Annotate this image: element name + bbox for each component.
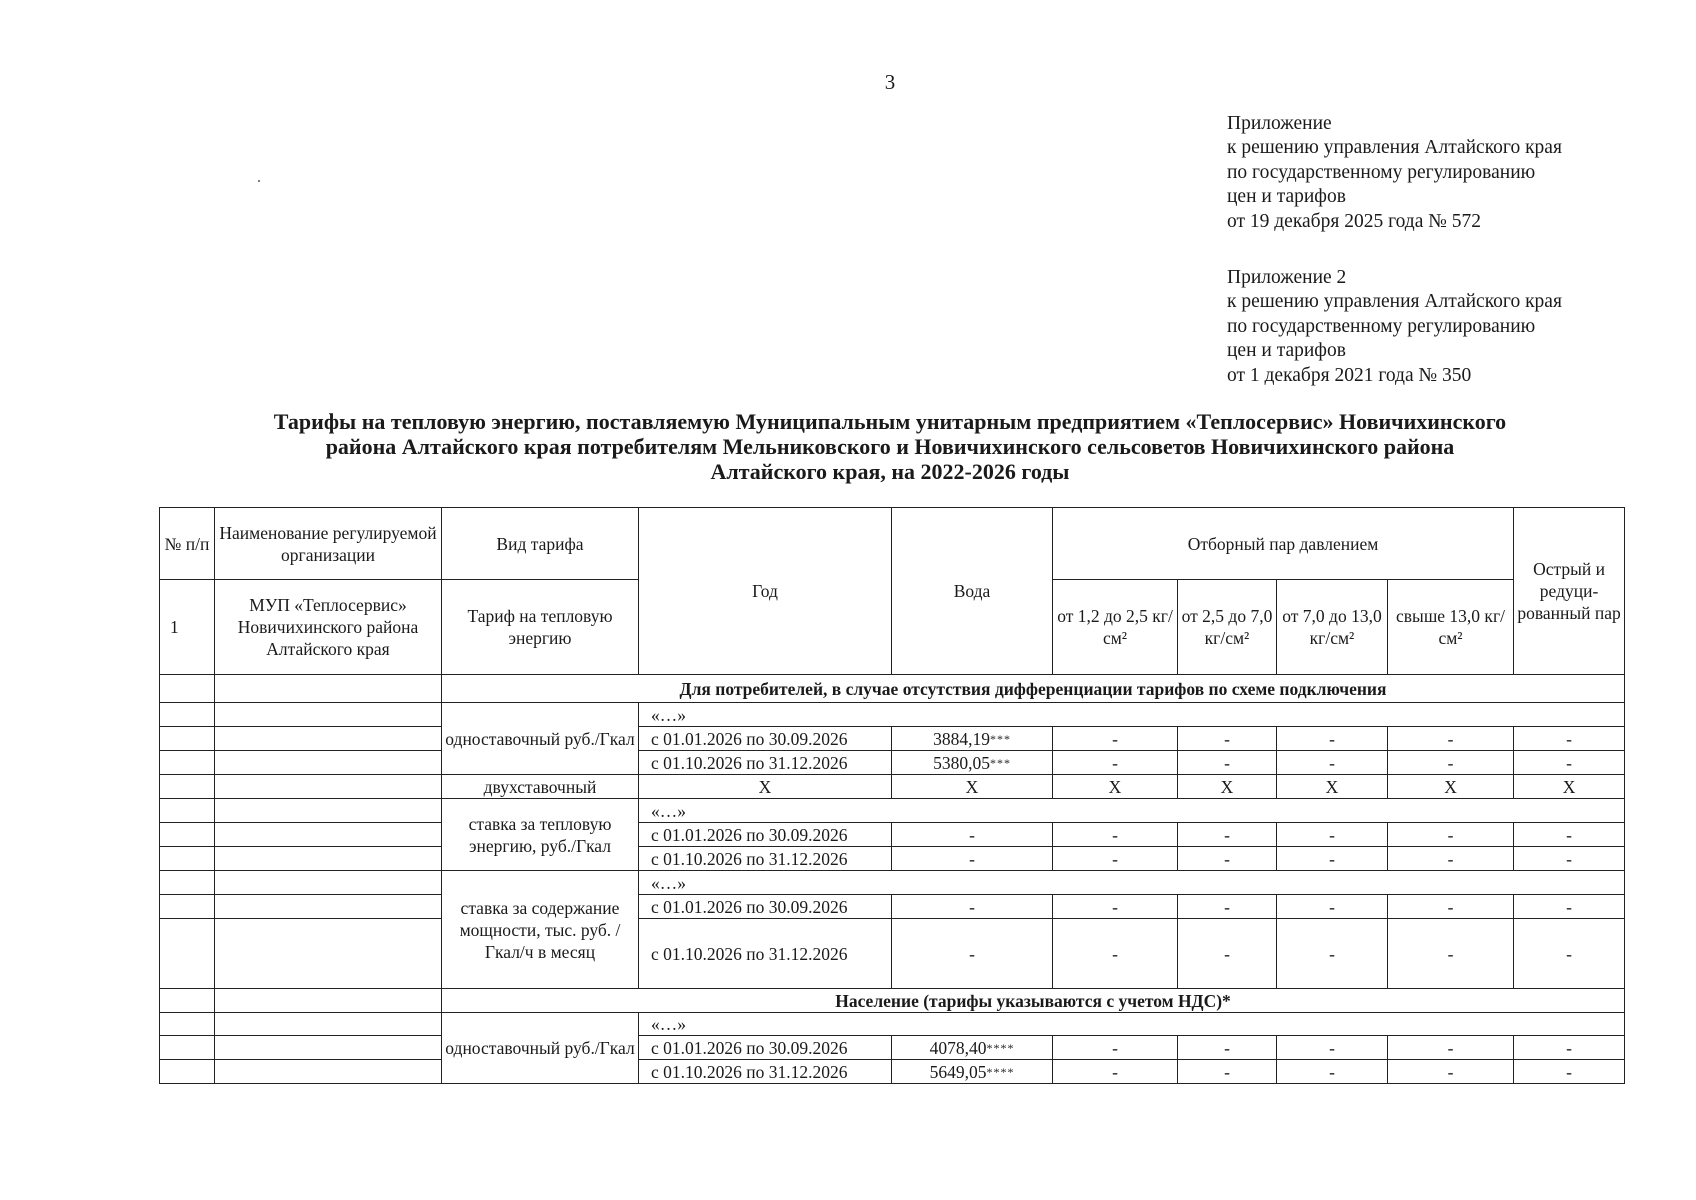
annex-line: от 1 декабря 2021 года № 350	[1227, 364, 1472, 386]
dash-cell: -	[1277, 727, 1388, 751]
dash-cell: -	[1388, 823, 1514, 847]
tariff-table	[159, 507, 1625, 1084]
header-tariff-type: Вид тарифа	[442, 508, 639, 580]
dash-cell: -	[1388, 895, 1514, 919]
table-row	[160, 1036, 1625, 1060]
two-rate-row	[160, 775, 1625, 799]
dash-cell: -	[1514, 1036, 1625, 1060]
header-water: Вода	[892, 508, 1053, 675]
period-cell: с 01.01.2026 по 30.09.2026	[639, 727, 892, 751]
org-number: 1	[160, 580, 215, 675]
x-cell: Х	[1053, 775, 1178, 799]
annex-line: к решению управления Алтайского края	[1227, 291, 1562, 313]
dash-cell: -	[892, 823, 1053, 847]
header-row	[160, 508, 1625, 580]
water-value: 4078,40****	[892, 1036, 1053, 1060]
dash-cell: -	[1178, 919, 1277, 989]
water-value: 5380,05***	[892, 751, 1053, 775]
footnote-mark: ***	[989, 731, 1011, 746]
dash-cell: -	[892, 895, 1053, 919]
dash-cell: -	[1514, 847, 1625, 871]
annex-line: цен и тарифов	[1227, 340, 1346, 362]
period-cell: с 01.10.2026 по 31.12.2026	[639, 919, 892, 989]
dash-cell: -	[1277, 823, 1388, 847]
dash-cell: -	[1514, 895, 1625, 919]
dash-cell: -	[1388, 919, 1514, 989]
table-row	[160, 823, 1625, 847]
dash-cell: -	[1388, 751, 1514, 775]
dash-cell: -	[1178, 1060, 1277, 1084]
footnote-mark: ****	[986, 1040, 1015, 1055]
period-cell: с 01.01.2026 по 30.09.2026	[639, 1036, 892, 1060]
annex-reference-current	[1227, 112, 1562, 234]
dash-cell: -	[1514, 727, 1625, 751]
title-line: района Алтайского края потребителям Мельниковского и Новичихинского сельсоветов Новичихинского района	[325, 434, 1455, 459]
dash-cell: -	[1053, 1060, 1178, 1084]
one-rate-label: одноставочный руб./Гкал	[442, 1013, 639, 1084]
table-row	[160, 703, 1625, 727]
header-num: № п/п	[160, 508, 215, 580]
dash-cell: -	[892, 847, 1053, 871]
annex-reference-original	[1227, 266, 1562, 388]
dash-cell: -	[1053, 919, 1178, 989]
table-row	[160, 727, 1625, 751]
annex-line: по государственному регулированию	[1227, 315, 1536, 337]
dash-cell: -	[1053, 727, 1178, 751]
dash-cell: -	[1053, 823, 1178, 847]
org-tariff: Тариф на тепловую энергию	[442, 580, 639, 675]
period-cell: с 01.01.2026 по 30.09.2026	[639, 895, 892, 919]
section-heading: Население (тарифы указываются с учетом НДС)*	[442, 989, 1625, 1013]
x-cell: Х	[1514, 775, 1625, 799]
water-value: 3884,19***	[892, 727, 1053, 751]
dash-cell: -	[1277, 1036, 1388, 1060]
dash-cell: -	[1388, 847, 1514, 871]
x-cell: Х	[1277, 775, 1388, 799]
dash-cell: -	[892, 919, 1053, 989]
footnote-mark: ****	[986, 1064, 1015, 1079]
annex-line: от 19 декабря 2025 года № 572	[1227, 210, 1481, 232]
ellipsis-row: «…»	[639, 799, 1625, 823]
x-cell: Х	[639, 775, 892, 799]
dash-cell: -	[1053, 847, 1178, 871]
dash-cell: -	[1277, 751, 1388, 775]
dash-cell: -	[1277, 847, 1388, 871]
section-heading: Для потребителей, в случае отсутствия дифференциации тарифов по схеме подключения	[442, 675, 1625, 703]
x-cell: Х	[1178, 775, 1277, 799]
period-cell: с 01.01.2026 по 30.09.2026	[639, 823, 892, 847]
capacity-rate-label: ставка за содержание мощности, тыс. руб. /Гкал/ч в месяц	[442, 871, 639, 989]
annex-line: Приложение	[1227, 113, 1332, 134]
period-cell: с 01.10.2026 по 31.12.2026	[639, 751, 892, 775]
header-steam-group: Отборный пар давлением	[1053, 508, 1514, 580]
dash-cell: -	[1277, 1060, 1388, 1084]
dash-cell: -	[1388, 727, 1514, 751]
section-row	[160, 989, 1625, 1013]
table-row	[160, 1013, 1625, 1036]
header-sharp-steam: Острый и редуци-рованный пар	[1514, 508, 1625, 675]
title-line: Тарифы на тепловую энергию, поставляемую Муниципальным унитарным предприятием «Теплосервис» Новичихинского	[273, 409, 1507, 434]
table-row	[160, 871, 1625, 895]
dash-cell: -	[1178, 895, 1277, 919]
header-pressure-3: от 7,0 до 13,0 кг/см²	[1277, 580, 1388, 675]
x-cell: Х	[1388, 775, 1514, 799]
header-year: Год	[639, 508, 892, 675]
x-cell: Х	[892, 775, 1053, 799]
document-title	[160, 409, 1620, 484]
dash-cell: -	[1178, 847, 1277, 871]
dash-cell: -	[1178, 751, 1277, 775]
dash-cell: -	[1388, 1036, 1514, 1060]
dash-cell: -	[1277, 895, 1388, 919]
footnote-mark: ***	[989, 755, 1011, 770]
header-pressure-1: от 1,2 до 2,5 кг/см²	[1053, 580, 1178, 675]
dash-cell: -	[1178, 1036, 1277, 1060]
one-rate-label: одноставочный руб./Гкал	[442, 703, 639, 775]
dash-cell: -	[1178, 727, 1277, 751]
dash-cell: -	[1514, 919, 1625, 989]
table-row	[160, 847, 1625, 871]
header-pressure-4: свыше 13,0 кг/см²	[1388, 580, 1514, 675]
dash-cell: -	[1053, 751, 1178, 775]
title-line: Алтайского края, на 2022-2026 годы	[710, 459, 1070, 484]
dash-cell: -	[1514, 823, 1625, 847]
table-row	[160, 895, 1625, 919]
header-org: Наименование регулируемой организации	[215, 508, 442, 580]
table-row	[160, 751, 1625, 775]
table-row	[160, 1060, 1625, 1084]
dash-cell: -	[1514, 1060, 1625, 1084]
table-row	[160, 799, 1625, 823]
header-pressure-2: от 2,5 до 7,0 кг/см²	[1178, 580, 1277, 675]
dash-cell: -	[1178, 823, 1277, 847]
org-name: МУП «Теплосервис» Новичихинского района Алтайского края	[215, 580, 442, 675]
ellipsis-row: «…»	[639, 1013, 1625, 1036]
annex-line: к решению управления Алтайского края	[1227, 137, 1562, 159]
annex-line: по государственному регулированию	[1227, 161, 1536, 183]
page-number: 3	[884, 70, 896, 94]
two-rate-label: двухставочный	[442, 775, 639, 799]
section-row	[160, 675, 1625, 703]
heat-rate-label: ставка за тепловую энергию, руб./Гкал	[442, 799, 639, 871]
dash-cell: -	[1277, 919, 1388, 989]
dash-cell: -	[1053, 895, 1178, 919]
table-row	[160, 919, 1625, 989]
dash-cell: -	[1514, 751, 1625, 775]
water-value: 5649,05****	[892, 1060, 1053, 1084]
ellipsis-row: «…»	[639, 703, 1625, 727]
scan-speck	[258, 180, 260, 182]
dash-cell: -	[1388, 1060, 1514, 1084]
annex-line: цен и тарифов	[1227, 186, 1346, 208]
period-cell: с 01.10.2026 по 31.12.2026	[639, 1060, 892, 1084]
dash-cell: -	[1053, 1036, 1178, 1060]
annex-line: Приложение 2	[1227, 267, 1347, 288]
ellipsis-row: «…»	[639, 871, 1625, 895]
period-cell: с 01.10.2026 по 31.12.2026	[639, 847, 892, 871]
